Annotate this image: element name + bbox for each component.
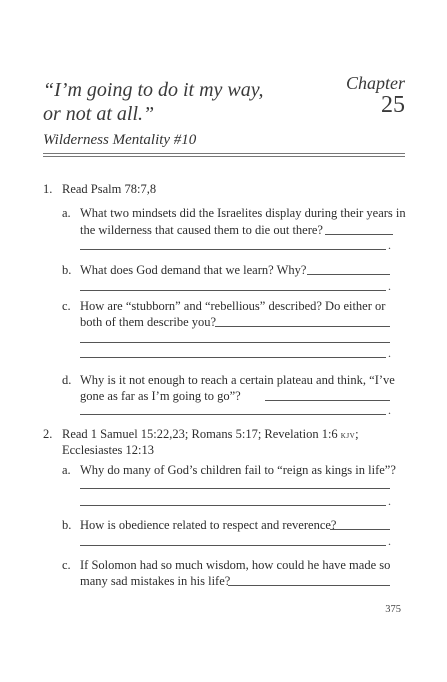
q1d-answer-line-2[interactable] [80, 414, 386, 415]
q1-number: 1. [43, 182, 53, 196]
chapter-subtitle: Wilderness Mentality #10 [43, 132, 197, 148]
q1d-line1: Why is it not enough to reach a certain plateau and think, “I’ve [80, 373, 395, 387]
q2c-line2: many sad mistakes in his life? [80, 574, 231, 588]
q1b-line1: What does God demand that we learn? Why? [80, 263, 307, 277]
chapter-number: 25 [381, 92, 405, 118]
q1b-end-dot: . [388, 279, 391, 293]
q2-intro-semicolon: ; [355, 427, 359, 441]
q1a-end-dot: . [388, 238, 391, 252]
q1a-label: a. [62, 206, 71, 220]
q1c-line1: How are “stubborn” and “rebellious” described? Do either or [80, 299, 386, 313]
chapter-title [43, 78, 283, 126]
q2b-label: b. [62, 518, 72, 532]
q2b-line1: How is obedience related to respect and reverence? [80, 518, 337, 532]
chapter-title-line1: “I’m going to do it my way, [43, 79, 264, 101]
chapter-title-line2: or not at all.” [43, 103, 155, 125]
q1d-answer-line-1[interactable] [265, 400, 390, 401]
q1c-label: c. [62, 299, 71, 313]
q2-intro-kjv: kjv [340, 431, 356, 441]
q2c-answer-line-1[interactable] [228, 585, 390, 586]
header-rule-bottom [43, 156, 405, 157]
q1b-label: b. [62, 263, 72, 277]
q1d-line2: gone as far as I’m going to go”? [80, 389, 241, 403]
q2a-line1: Why do many of God’s children fail to “reign as kings in life”? [80, 463, 396, 477]
q2-number: 2. [43, 427, 53, 441]
q1a-answer-line-2[interactable] [80, 249, 386, 250]
page-number: 375 [385, 604, 401, 615]
q1c-answer-line-1[interactable] [215, 326, 390, 327]
q1c-answer-line-2[interactable] [80, 342, 390, 343]
q2a-label: a. [62, 463, 71, 477]
q1a-line1: What two mindsets did the Israelites display during their years in [80, 206, 406, 220]
q1a-line2: the wilderness that caused them to die out there? [80, 223, 323, 237]
q2b-end-dot: . [388, 534, 391, 548]
q1a-answer-line-1[interactable] [325, 234, 393, 235]
q2c-label: c. [62, 558, 71, 572]
q1b-answer-line-1[interactable] [307, 274, 390, 275]
q2c-line1: If Solomon had so much wisdom, how could he have made so [80, 558, 391, 572]
q2b-answer-line-2[interactable] [80, 545, 386, 546]
q2b-answer-line-1[interactable] [330, 529, 390, 530]
q1-intro: Read Psalm 78:7,8 [62, 182, 157, 196]
q1d-label: d. [62, 373, 72, 387]
q2a-answer-line-1[interactable] [80, 488, 390, 489]
q1c-answer-line-3[interactable] [80, 357, 386, 358]
q1d-end-dot: . [388, 403, 391, 417]
q1c-line2: both of them describe you? [80, 315, 217, 329]
q1c-end-dot: . [388, 346, 391, 360]
q2-intro-line2: Ecclesiastes 12:13 [62, 443, 154, 457]
q1b-answer-line-2[interactable] [80, 290, 386, 291]
q2-intro-text: Read 1 Samuel 15:22,23; Romans 5:17; Revelation 1:6 [62, 427, 338, 441]
header-rule-top [43, 153, 405, 154]
q2a-answer-line-2[interactable] [80, 505, 386, 506]
q2a-end-dot: . [388, 494, 391, 508]
chapter-label: Chapter [345, 73, 405, 93]
